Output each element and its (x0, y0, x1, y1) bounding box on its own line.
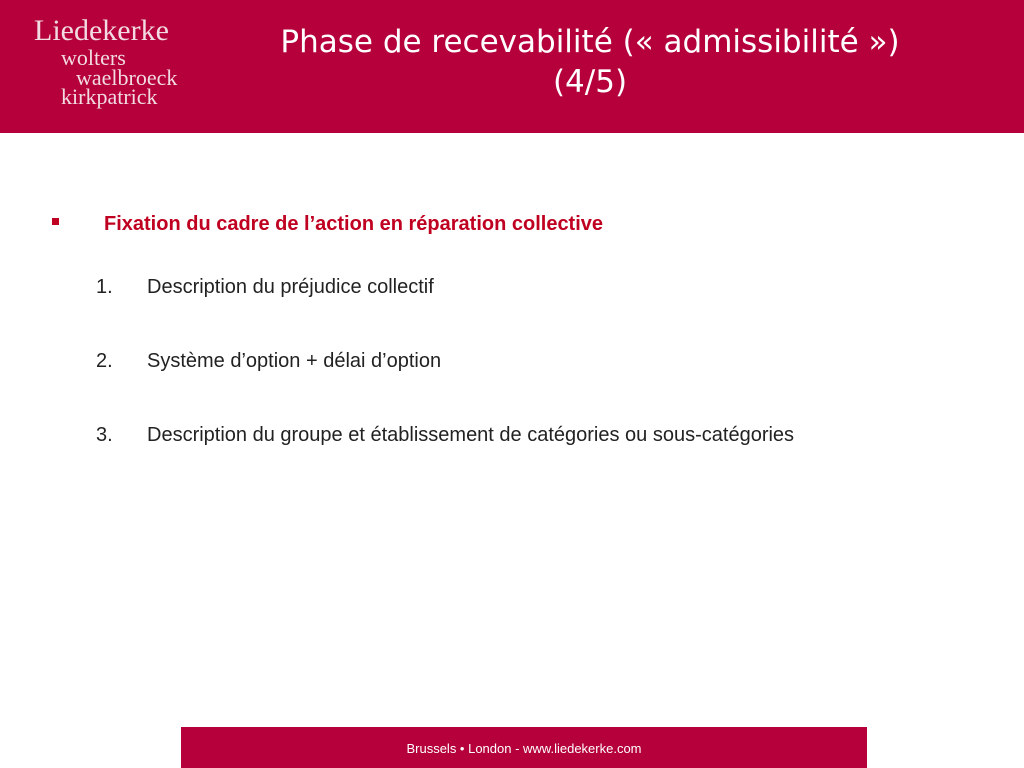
list-item-number: 2. (96, 350, 113, 372)
bullet-heading-text: Fixation du cadre de l’action en réparation collective (104, 213, 604, 235)
list-item (96, 346, 896, 376)
footer-text: Brussels • London - www.liedekerke.com (406, 741, 642, 756)
numbered-list (96, 272, 896, 494)
header-bar (0, 0, 1024, 133)
company-logo (34, 16, 204, 116)
slide-title-line-1: Phase de recevabilité (« admissibilité ») (280, 24, 900, 60)
slide-title (240, 22, 940, 102)
list-item-number: 3. (96, 424, 113, 446)
list-item-text: Description du préjudice collectif (147, 276, 434, 298)
list-item-text: Description du groupe et établissement de catégories ou sous-catégories (147, 424, 795, 446)
list-item-text: Système d’option + délai d’option (147, 350, 442, 372)
slide-title-line-2: (4/5) (552, 64, 628, 100)
square-bullet-icon (52, 218, 59, 225)
footer-bar (181, 727, 867, 768)
logo-line-4: kirkpatrick (61, 84, 158, 109)
list-item (96, 420, 896, 450)
logo-line-2: wolters (61, 45, 126, 70)
list-item-number: 1. (96, 276, 113, 298)
list-item (96, 272, 896, 302)
logo-line-1: Liedekerke (34, 14, 169, 47)
logo-line-3: waelbroeck (76, 65, 178, 90)
